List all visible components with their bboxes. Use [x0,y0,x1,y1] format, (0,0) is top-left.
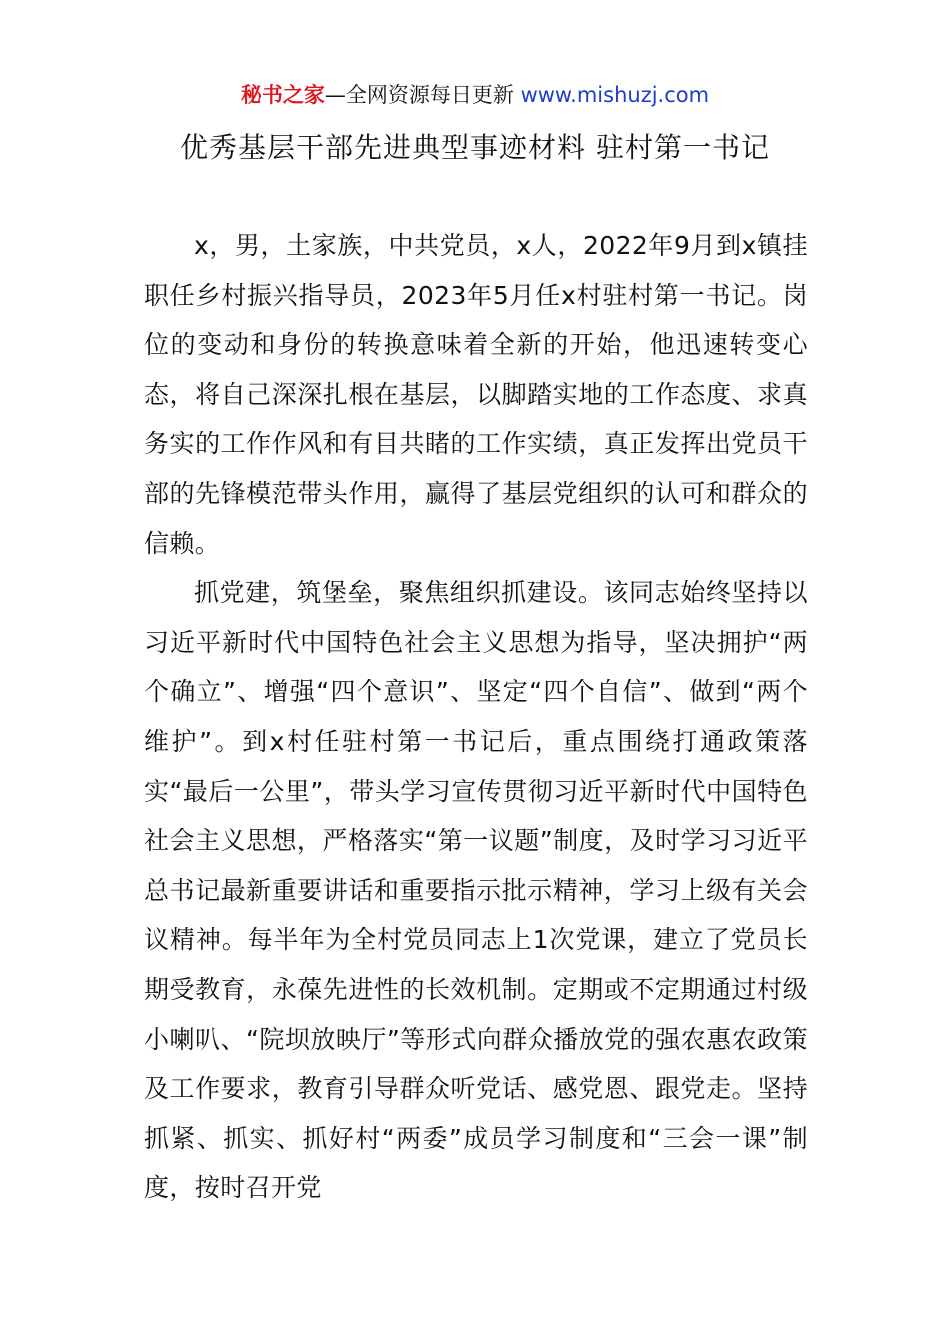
site-header [0,80,950,110]
site-name: 秘书之家 [240,83,325,107]
site-tagline: —全网资源每日更新 [324,83,514,107]
site-url-link[interactable]: www.mishuzj.com [520,83,710,107]
paragraph-party-building: 抓党建，筑堡垒，聚焦组织抓建设。该同志始终坚持以习近平新时代中国特色社会主义思想为指导，坚决拥护“两个确立”、增强“四个意识”、坚定“四个自信”、做到“两个维护”。到x村任驻村第一书记后，重点围绕打通政策落实“最后一公里”，带头学习宣传贯彻习近平新时代中国特色社会主义思想，严格落实“第一议题”制度，及时学习习近平总书记最新重要讲话和重要指示批示精神，学习上级有关会议精神。每半年为全村党员同志上1次党课，建立了党员长期受教育，永葆先进性的长效机制。定期或不定期通过村级小喇叭、“院坝放映厅”等形式向群众播放党的强农惠农政策及工作要求，教育引导群众听党话、感党恩、跟党走。坚持抓紧、抓实、抓好村“两委”成员学习制度和“三会一课”制度，按时召开党 [144,578,808,1203]
document-body [144,221,808,1213]
paragraph-intro: x，男，土家族，中共党员，x人，2022年9月到x镇挂职任乡村振兴指导员，2023年5月任x村驻村第一书记。岗位的变动和身份的转换意味着全新的开始，他迅速转变心态，将自己深深扎根在基层，以脚踏实地的工作态度、求真务实的工作作风和有目共睹的工作实绩，真正发挥出党员干部的先锋模范带头作用，赢得了基层党组织的认可和群众的信赖。 [144,231,808,558]
document-title: 优秀基层干部先进典型事迹材料 驻村第一书记 [180,131,770,164]
